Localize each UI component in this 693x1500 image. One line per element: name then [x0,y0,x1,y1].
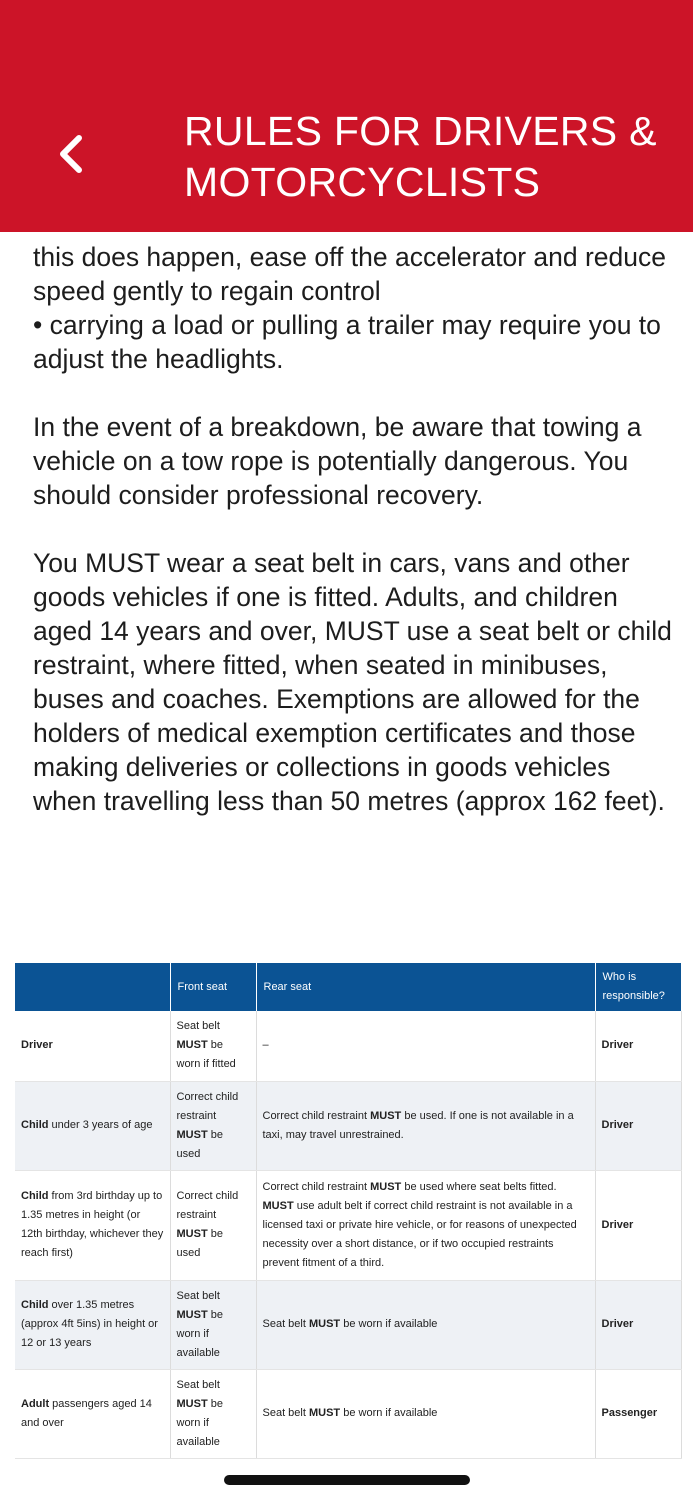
paragraph-seatbelt: You MUST wear a seat belt in cars, vans and other goods vehicles if one is fitted. Adults, and children aged 14 years and over, MUST use a seat belt or child restraint, where fitted, when seated in minibuses, buses and coaches. Exemptions are allowed for the holders of medical exemption certificates and those making deliveries or collections in goods vehicles when travelling less than 50 metres (approx 162 feet). [33,548,672,816]
responsible-cell: Passenger [595,1369,681,1458]
who-cell: Child under 3 years of age [15,1081,170,1170]
front-seat-cell: Correct child restraint MUST be used [170,1170,256,1280]
rear-seat-cell: Seat belt MUST be worn if available [256,1369,595,1458]
rear-seat-cell: Correct child restraint MUST be used. If one is not available in a taxi, may travel unrestrained. [256,1081,595,1170]
paragraph-breakdown: In the event of a breakdown, be aware that towing a vehicle on a tow rope is potentially dangerous. You should consider professional recovery. [33,412,642,510]
column-header: Who is responsible? [595,963,681,1011]
column-header: Rear seat [256,963,595,1011]
chevron-left-icon [55,132,85,176]
table-header-row [15,963,681,1011]
table-row [15,1280,681,1369]
column-header [15,963,170,1011]
front-seat-cell: Correct child restraint MUST be used [170,1081,256,1170]
front-seat-cell: Seat belt MUST be worn if fitted [170,1011,256,1081]
who-cell: Adult passengers aged 14 and over [15,1369,170,1458]
rear-seat-cell: Seat belt MUST be worn if available [256,1280,595,1369]
back-button[interactable] [48,124,92,184]
app-header [0,0,693,232]
responsible-cell: Driver [595,1280,681,1369]
rear-seat-cell: – [256,1011,595,1081]
front-seat-cell: Seat belt MUST be worn if available [170,1369,256,1458]
home-indicator[interactable] [224,1475,470,1485]
table-row [15,1081,681,1170]
rear-seat-cell: Correct child restraint MUST be used where seat belts fitted. MUST use adult belt if correct child restraint is not available in a licensed taxi or private hire vehicle, or for reasons of unexpected necessity over a short distance, or if two occupied restraints prevent fitment of a third. [256,1170,595,1280]
who-cell: Child over 1.35 metres (approx 4ft 5ins) in height or 12 or 13 years [15,1280,170,1369]
column-header: Front seat [170,963,256,1011]
table-row [15,1011,681,1081]
who-cell: Child from 3rd birthday up to 1.35 metres in height (or 12th birthday, whichever they reach first) [15,1170,170,1280]
front-seat-cell: Seat belt MUST be worn if available [170,1280,256,1369]
article-content [0,198,693,818]
table-row [15,1369,681,1458]
page-title: RULES FOR DRIVERS & MOTORCYCLISTS [184,108,657,205]
responsible-cell: Driver [595,1081,681,1170]
paragraph-headlights: this does happen, ease off the accelerator and reduce speed gently to regain control • carrying a load or pulling a trailer may require you to adjust the headlights. [33,242,667,374]
table-row [15,1170,681,1280]
who-cell: Driver [15,1011,170,1081]
responsible-cell: Driver [595,1170,681,1280]
responsible-cell: Driver [595,1011,681,1081]
seatbelt-table [15,963,681,1459]
